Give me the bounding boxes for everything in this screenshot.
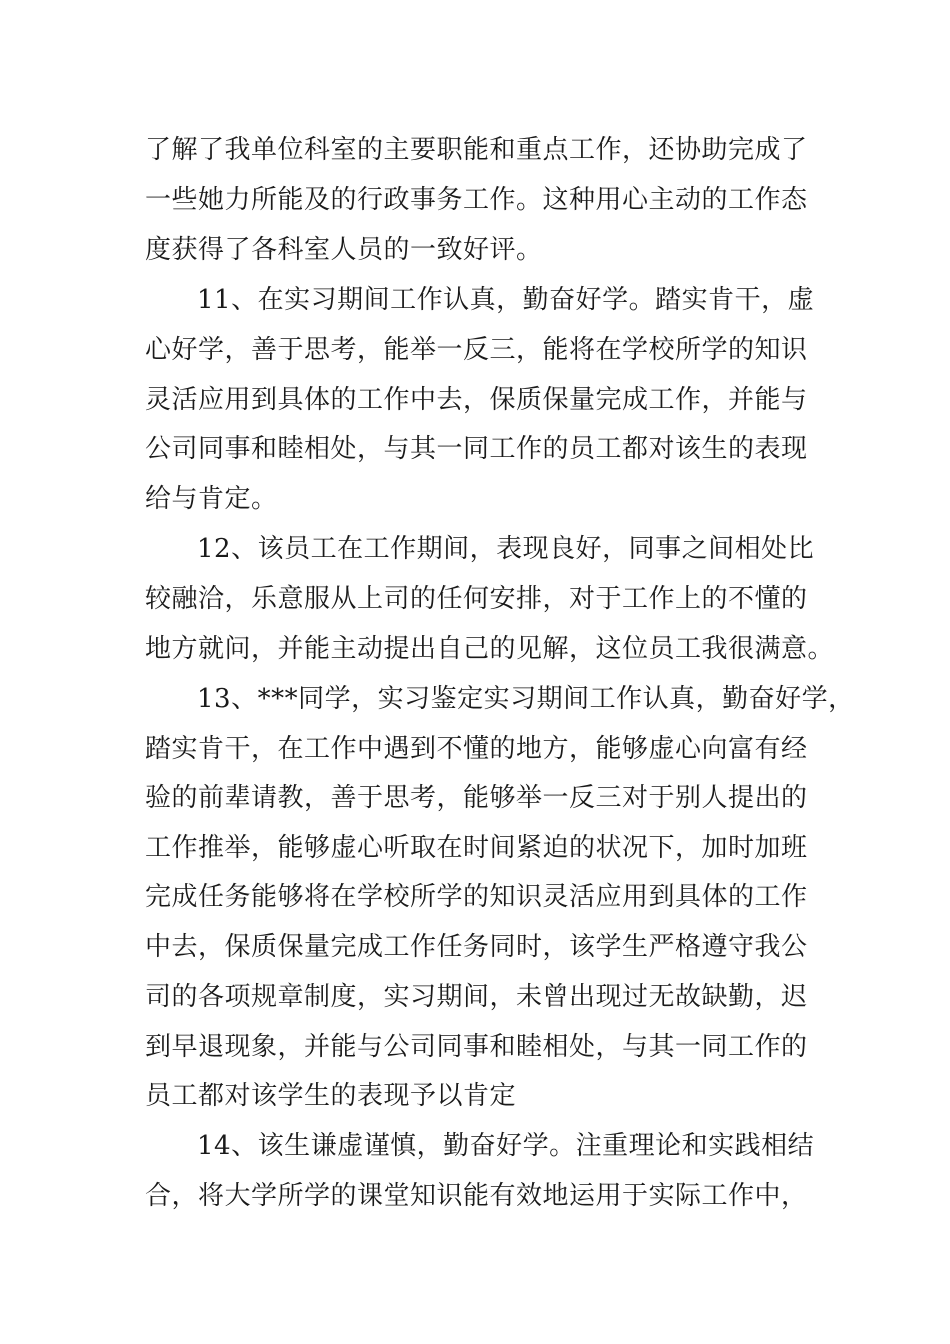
paragraph-14-first-line: 14、该生谦虚谨慎，勤奋好学。注重理论和实践相结 <box>197 1131 815 1161</box>
text-line: 较融洽，乐意服从上司的任何安排，对于工作上的不懂的 <box>145 584 808 614</box>
text-line: 合，将大学所学的课堂知识能有效地运用于实际工作中， <box>145 1181 808 1211</box>
text-line: 完成任务能够将在学校所学的知识灵活应用到具体的工作 <box>145 882 808 912</box>
text-line: 中去，保质保量完成工作任务同时，该学生严格遵守我公 <box>145 932 808 962</box>
text-line: 验的前辈请教，善于思考，能够举一反三对于别人提出的 <box>145 783 808 813</box>
text-line: 给与肯定。 <box>145 484 278 514</box>
text-line: 工作推举，能够虚心听取在时间紧迫的状况下，加时加班 <box>145 833 808 863</box>
text-line: 心好学，善于思考，能举一反三，能将在学校所学的知识 <box>145 335 808 365</box>
paragraph-11-first-line: 11、在实习期间工作认真，勤奋好学。踏实肯干，虚 <box>197 285 815 315</box>
text-line: 一些她力所能及的行政事务工作。这种用心主动的工作态 <box>145 185 808 215</box>
text-line: 到早退现象，并能与公司同事和睦相处，与其一同工作的 <box>145 1032 808 1062</box>
text-line: 灵活应用到具体的工作中去，保质保量完成工作，并能与 <box>145 385 808 415</box>
text-line: 地方就问，并能主动提出自己的见解，这位员工我很满意。 <box>145 634 835 664</box>
text-line: 度获得了各科室人员的一致好评。 <box>145 235 543 265</box>
text-line: 员工都对该学生的表现予以肯定 <box>145 1081 517 1111</box>
text-line: 踏实肯干，在工作中遇到不懂的地方，能够虚心向富有经 <box>145 734 808 764</box>
paragraph-13-first-line: 13、***同学，实习鉴定实习期间工作认真，勤奋好学， <box>197 684 855 714</box>
text-line: 公司同事和睦相处，与其一同工作的员工都对该生的表现 <box>145 434 808 464</box>
text-line: 了解了我单位科室的主要职能和重点工作，还协助完成了 <box>145 135 808 165</box>
text-line: 司的各项规章制度，实习期间，未曾出现过无故缺勤，迟 <box>145 982 808 1012</box>
paragraph-12-first-line: 12、该员工在工作期间，表现良好，同事之间相处比 <box>197 534 815 564</box>
